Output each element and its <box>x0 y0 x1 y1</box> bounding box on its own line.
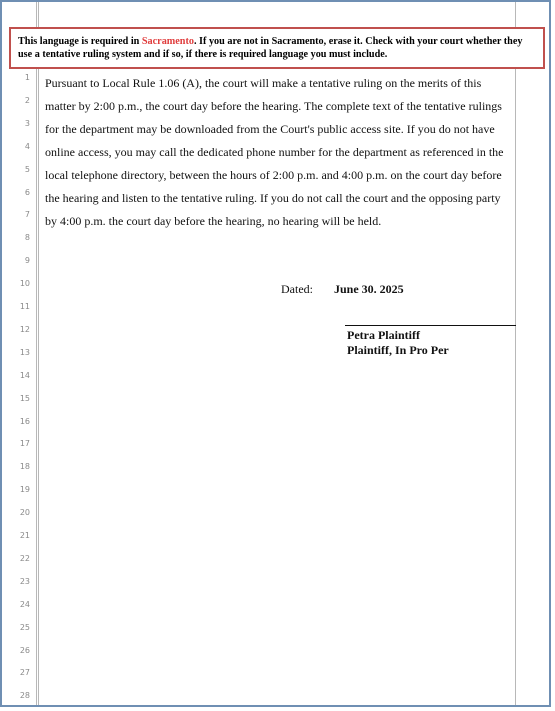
right-margin-rule <box>515 2 516 705</box>
line-number: 4 <box>24 141 30 151</box>
body-text-line: online access, you may call the dedicated phone number for the department as referenced in the <box>45 145 504 159</box>
instruction-notice-box <box>9 27 545 69</box>
line-number: 6 <box>24 187 30 197</box>
line-number: 21 <box>19 531 30 540</box>
signer-role[interactable]: Plaintiff, In Pro Per <box>347 343 449 357</box>
line-number: 25 <box>19 622 30 632</box>
line-number: 11 <box>19 302 30 311</box>
line-number: 8 <box>24 233 30 243</box>
line-number: 22 <box>19 553 30 563</box>
line-number: 24 <box>19 599 30 609</box>
line-number: 13 <box>19 347 30 357</box>
signer-name[interactable]: Petra Plaintiff <box>347 328 420 342</box>
line-number: 17 <box>19 439 30 449</box>
notice-highlight-county: Sacramento <box>141 36 194 47</box>
body-text-line: matter by 2:00 p.m., the court day before the hearing. The complete text of the tentative rulings <box>45 99 502 113</box>
body-text-line: Pursuant to Local Rule 1.06 (A), the court will make a tentative ruling on the merits of this <box>45 76 482 90</box>
body-text-line: by 4:00 p.m. the court day before the hearing, no hearing will be held. <box>45 214 382 228</box>
left-margin-rule <box>36 2 39 705</box>
line-number: 27 <box>19 668 30 678</box>
line-number: 7 <box>24 210 30 220</box>
line-number: 9 <box>24 256 30 266</box>
notice-text-start: This language is required in <box>18 36 142 47</box>
line-number: 2 <box>24 95 30 105</box>
line-number: 10 <box>19 279 30 289</box>
line-number: 1 <box>24 73 30 82</box>
line-number: 20 <box>19 508 30 518</box>
line-number: 5 <box>24 164 30 174</box>
body-text-line: for the department may be downloaded from the Court's public access site. If you do not have <box>45 122 495 136</box>
line-number: 16 <box>19 416 30 426</box>
line-number: 18 <box>19 462 30 472</box>
body-text-line: the hearing and listen to the tentative ruling. If you do not call the court and the opposing party <box>45 191 501 205</box>
body-text-line: local telephone directory, between the hours of 2:00 p.m. and 4:00 p.m. on the court day before <box>45 168 502 182</box>
line-number: 3 <box>24 118 30 128</box>
dated-value[interactable]: June 30. 2025 <box>334 282 404 296</box>
notice-text-rest: . If you are not in Sacramento, erase it. Check with your court whether they use a tentative ruling system and if so, if there is required language you must include. <box>18 36 523 60</box>
dated-label: Dated: <box>281 282 313 296</box>
signature-line <box>345 325 516 326</box>
line-number: 12 <box>19 324 30 334</box>
line-number: 15 <box>19 393 30 403</box>
line-number: 19 <box>19 485 30 495</box>
line-number: 23 <box>19 576 30 586</box>
line-number: 26 <box>19 645 30 655</box>
line-number: 14 <box>19 370 30 380</box>
line-number: 28 <box>19 691 30 701</box>
